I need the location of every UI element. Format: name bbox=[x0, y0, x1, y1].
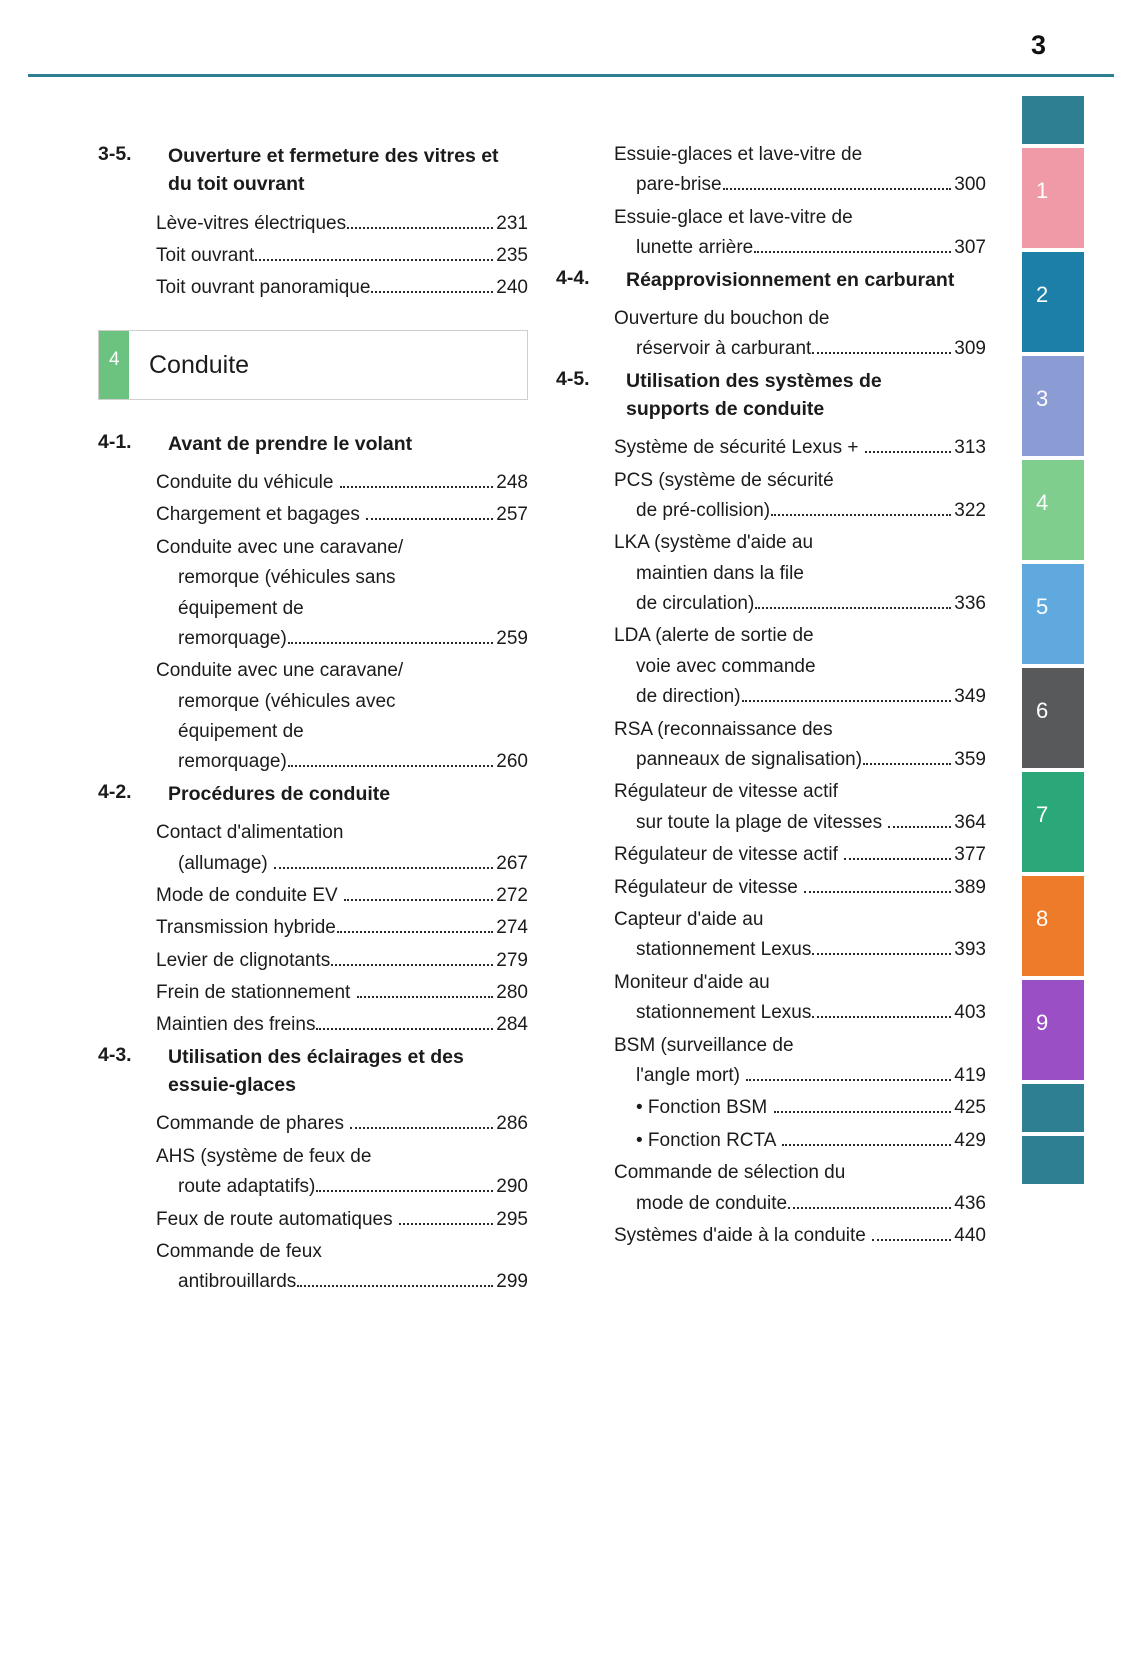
toc-entry-title: Feux de route automatiques bbox=[156, 1208, 398, 1230]
toc-entry-line: Essuie-glaces et lave-vitre de bbox=[614, 144, 863, 165]
page-number: 3 bbox=[1030, 30, 1046, 60]
side-tab-4[interactable] bbox=[1022, 460, 1084, 560]
toc-entry-line: équipement de bbox=[178, 721, 304, 743]
toc-entry-line: LKA (système d'aide au bbox=[614, 532, 814, 554]
toc-entry[interactable] bbox=[156, 241, 528, 271]
toc-section-title: Utilisation des systèmes de supports de conduite bbox=[626, 369, 882, 420]
toc-entry[interactable] bbox=[156, 818, 528, 879]
toc-entry[interactable] bbox=[614, 1221, 986, 1251]
toc-entry-line: BSM (surveillance de bbox=[614, 1034, 794, 1056]
toc-section-heading[interactable] bbox=[556, 266, 986, 294]
toc-entry-page: 295 bbox=[496, 1208, 528, 1230]
toc-entry[interactable] bbox=[156, 500, 528, 530]
toc-section-heading[interactable] bbox=[98, 430, 528, 458]
toc-leader-dots bbox=[316, 1190, 493, 1192]
side-tab-label: 4 bbox=[1036, 490, 1049, 515]
toc-entry-page: 389 bbox=[954, 876, 986, 898]
toc-entry-last-line bbox=[156, 273, 528, 303]
toc-entry-title: • Fonction BSM bbox=[636, 1097, 773, 1119]
side-tab-label: 7 bbox=[1036, 802, 1049, 827]
toc-entry-title: Mode de conduite EV bbox=[156, 884, 343, 906]
toc-leader-dots bbox=[274, 867, 493, 869]
toc-entry-title: Système de sécurité Lexus + bbox=[614, 437, 864, 459]
toc-entry-title: Transmission hybride bbox=[156, 917, 336, 939]
toc-column-right bbox=[556, 140, 986, 1253]
toc-leader-dots bbox=[755, 607, 951, 609]
toc-entry-last-line bbox=[156, 913, 528, 943]
toc-entry[interactable] bbox=[614, 1158, 986, 1219]
toc-entry[interactable] bbox=[614, 203, 986, 264]
toc-entry-page: 235 bbox=[496, 244, 528, 266]
toc-section-heading[interactable] bbox=[98, 780, 528, 808]
toc-entry-last-line bbox=[156, 624, 528, 654]
toc-leader-dots bbox=[863, 763, 951, 765]
toc-leader-dots bbox=[337, 931, 493, 933]
toc-entry-page: 313 bbox=[954, 437, 986, 459]
toc-section-number: 3-5. bbox=[98, 143, 132, 165]
toc-section-number: 4-5. bbox=[556, 367, 590, 390]
toc-leader-dots bbox=[812, 352, 951, 354]
toc-section-heading[interactable] bbox=[98, 1043, 528, 1100]
toc-leader-dots bbox=[788, 1207, 951, 1209]
toc-section-heading[interactable] bbox=[98, 142, 528, 199]
toc-leader-dots bbox=[399, 1223, 493, 1225]
toc-entry-title: stationnement Lexus bbox=[636, 939, 812, 961]
toc-leader-dots bbox=[804, 891, 951, 893]
toc-entry-page: 286 bbox=[496, 1113, 528, 1135]
toc-entry[interactable] bbox=[614, 528, 986, 619]
toc-entry-last-line bbox=[156, 946, 528, 976]
toc-entry-last-line bbox=[156, 881, 528, 911]
toc-leader-dots bbox=[746, 1079, 951, 1081]
toc-entry[interactable] bbox=[614, 905, 986, 966]
side-tab-1[interactable] bbox=[1022, 148, 1084, 248]
side-tab-blank-0[interactable] bbox=[1022, 96, 1084, 144]
side-tab-strip bbox=[1022, 96, 1084, 1188]
toc-entry-last-line bbox=[614, 1061, 986, 1091]
toc-section-title: Réapprovisionnement en carburant bbox=[626, 268, 955, 291]
side-tab-label: 1 bbox=[1036, 178, 1049, 203]
toc-entry-page: 257 bbox=[496, 504, 528, 526]
toc-entry-title: Régulateur de vitesse bbox=[614, 876, 804, 898]
toc-entry[interactable] bbox=[156, 468, 528, 498]
toc-entry-title: Frein de stationnement bbox=[156, 982, 356, 1004]
toc-leader-dots bbox=[331, 964, 493, 966]
toc-leader-dots bbox=[723, 188, 952, 190]
toc-entry-page: 436 bbox=[954, 1192, 986, 1214]
toc-leader-dots bbox=[865, 451, 952, 453]
toc-leader-dots bbox=[812, 953, 951, 955]
toc-entry[interactable] bbox=[156, 1010, 528, 1040]
toc-entry-last-line bbox=[156, 500, 528, 530]
toc-entry-title: remorquage) bbox=[178, 627, 287, 649]
side-tab-label: 8 bbox=[1036, 906, 1049, 931]
side-tab-8[interactable] bbox=[1022, 876, 1084, 976]
toc-leader-dots bbox=[340, 486, 494, 488]
toc-entry-last-line bbox=[614, 808, 986, 838]
toc-entry-line: Contact d'alimentation bbox=[156, 822, 344, 844]
toc-entry[interactable] bbox=[156, 881, 528, 911]
toc-leader-dots bbox=[350, 1127, 493, 1129]
toc-entry-line: AHS (système de feux de bbox=[156, 1145, 372, 1167]
toc-entry[interactable] bbox=[156, 913, 528, 943]
toc-entry-title: Systèmes d'aide à la conduite bbox=[614, 1224, 872, 1246]
toc-entry-page: 359 bbox=[954, 749, 986, 771]
toc-section-title: Ouverture et fermeture des vitres et du toit ouvrant bbox=[168, 145, 499, 196]
toc-entry[interactable] bbox=[614, 304, 986, 365]
chapter-number: 4 bbox=[109, 348, 120, 370]
toc-entry-last-line bbox=[636, 1093, 986, 1123]
toc-entry-line: Moniteur d'aide au bbox=[614, 971, 770, 993]
toc-entry[interactable] bbox=[156, 533, 528, 655]
toc-entry[interactable] bbox=[614, 968, 986, 1029]
toc-entry[interactable] bbox=[156, 1109, 528, 1139]
toc-entry-last-line bbox=[614, 496, 986, 526]
toc-entry-last-line bbox=[156, 241, 528, 271]
side-tab-label: 9 bbox=[1036, 1010, 1049, 1035]
toc-entry-page: 248 bbox=[496, 471, 528, 493]
toc-entry-last-line bbox=[636, 1126, 986, 1156]
toc-entry-page: 336 bbox=[954, 593, 986, 615]
toc-leader-dots bbox=[371, 291, 493, 293]
toc-entry[interactable] bbox=[156, 1237, 528, 1298]
chapter-number-badge bbox=[99, 331, 129, 399]
side-tab-label: 6 bbox=[1036, 698, 1049, 723]
toc-entry-page: 349 bbox=[954, 686, 986, 708]
toc-entry-line: RSA (reconnaissance des bbox=[614, 718, 833, 740]
toc-entry-title: l'angle mort) bbox=[636, 1064, 746, 1086]
toc-entry-last-line bbox=[156, 1010, 528, 1040]
toc-section-number: 4-4. bbox=[556, 266, 590, 289]
toc-column-left bbox=[98, 140, 528, 1300]
toc-entry-page: 259 bbox=[496, 627, 528, 649]
toc-entry-title: Toit ouvrant panoramique bbox=[156, 277, 371, 299]
toc-entry[interactable] bbox=[614, 621, 986, 712]
toc-leader-dots bbox=[812, 1016, 951, 1018]
toc-entry-page: 272 bbox=[496, 884, 528, 906]
side-tab-blank-10[interactable] bbox=[1022, 1084, 1084, 1132]
toc-entry-line: équipement de bbox=[178, 597, 304, 619]
toc-entry-title: Régulateur de vitesse actif bbox=[614, 844, 844, 866]
toc-entry-title: (allumage) bbox=[178, 852, 274, 874]
toc-leader-dots bbox=[344, 899, 493, 901]
toc-entry-line: Régulateur de vitesse actif bbox=[614, 781, 838, 803]
toc-entry[interactable] bbox=[614, 777, 986, 838]
toc-leader-dots bbox=[297, 1285, 493, 1287]
toc-entry[interactable] bbox=[614, 1031, 986, 1092]
toc-leader-dots bbox=[347, 227, 493, 229]
toc-entry[interactable] bbox=[614, 840, 986, 870]
toc-entry-title: sur toute la plage de vitesses bbox=[636, 811, 888, 833]
toc-entry-title: Lève-vitres électriques bbox=[156, 212, 347, 234]
toc-entry-page: 425 bbox=[954, 1097, 986, 1119]
toc-entry-title: Levier de clignotants bbox=[156, 949, 331, 971]
side-tab-label: 2 bbox=[1036, 282, 1049, 307]
toc-entry-last-line bbox=[614, 1221, 986, 1251]
toc-leader-dots bbox=[774, 1111, 952, 1113]
toc-entry-last-line bbox=[614, 935, 986, 965]
toc-entry-line: remorque (véhicules avec bbox=[178, 690, 396, 712]
toc-columns bbox=[0, 140, 1030, 1440]
header-rule bbox=[28, 74, 1114, 77]
toc-entry-page: 260 bbox=[496, 751, 528, 773]
toc-entry-line: Commande de feux bbox=[156, 1240, 322, 1262]
toc-entry-page: 290 bbox=[496, 1176, 528, 1198]
toc-entry-page: 284 bbox=[496, 1014, 528, 1036]
toc-entry-title: stationnement Lexus bbox=[636, 1002, 812, 1024]
toc-entry[interactable] bbox=[614, 433, 986, 463]
toc-entry-line: maintien dans la file bbox=[636, 562, 804, 584]
toc-entry-line: voie avec commande bbox=[636, 655, 816, 677]
toc-entry-line: PCS (système de sécurité bbox=[614, 469, 834, 491]
toc-section-number: 4-3. bbox=[98, 1043, 132, 1066]
toc-entry-page: 267 bbox=[496, 852, 528, 874]
toc-entry-last-line bbox=[156, 978, 528, 1008]
toc-entry-line: Conduite avec une caravane/ bbox=[156, 536, 404, 558]
toc-entry[interactable] bbox=[156, 656, 528, 778]
toc-entry-line: Conduite avec une caravane/ bbox=[156, 660, 404, 682]
chapter-title: Conduite bbox=[149, 350, 250, 379]
toc-entry-line: Ouverture du bouchon de bbox=[614, 307, 830, 329]
toc-entry-last-line bbox=[614, 433, 986, 463]
toc-entry-last-line bbox=[614, 1189, 986, 1219]
toc-entry-title: Toit ouvrant bbox=[156, 244, 255, 266]
toc-entry-last-line bbox=[614, 682, 986, 712]
toc-entry-line: Commande de sélection du bbox=[614, 1162, 846, 1184]
toc-entry[interactable] bbox=[636, 1126, 986, 1156]
toc-entry-title: pare-brise bbox=[636, 174, 722, 196]
toc-leader-dots bbox=[844, 858, 951, 860]
side-tab-blank-11[interactable] bbox=[1022, 1136, 1084, 1184]
toc-entry-title: de circulation) bbox=[636, 593, 755, 615]
toc-entry[interactable] bbox=[156, 273, 528, 303]
toc-entry[interactable] bbox=[156, 1205, 528, 1235]
toc-entry[interactable] bbox=[614, 466, 986, 527]
toc-leader-dots bbox=[754, 251, 951, 253]
side-tab-label: 3 bbox=[1036, 386, 1049, 411]
toc-section-number: 4-2. bbox=[98, 780, 132, 803]
toc-entry-title: mode de conduite bbox=[636, 1192, 788, 1214]
toc-entry-title: antibrouillards bbox=[178, 1271, 297, 1293]
toc-entry-title: Maintien des freins bbox=[156, 1014, 316, 1036]
toc-entry-page: 300 bbox=[954, 174, 986, 196]
toc-leader-dots bbox=[316, 1028, 493, 1030]
toc-entry-last-line bbox=[614, 998, 986, 1028]
chapter-banner[interactable] bbox=[98, 330, 528, 400]
toc-entry-page: 231 bbox=[496, 212, 528, 234]
side-tab-5[interactable] bbox=[1022, 564, 1084, 664]
toc-entry-page: 322 bbox=[954, 499, 986, 521]
toc-entry-page: 279 bbox=[496, 949, 528, 971]
toc-entry-title: de pré-collision) bbox=[636, 499, 771, 521]
toc-entry[interactable] bbox=[156, 978, 528, 1008]
toc-entry-last-line bbox=[614, 840, 986, 870]
toc-entry-line: LDA (alerte de sortie de bbox=[614, 625, 814, 647]
toc-entry-last-line bbox=[614, 589, 986, 619]
toc-entry-title: Commande de phares bbox=[156, 1113, 350, 1135]
toc-entry-line: Essuie-glace et lave-vitre de bbox=[614, 206, 853, 228]
toc-entry[interactable] bbox=[636, 1093, 986, 1123]
toc-entry-last-line bbox=[156, 849, 528, 879]
toc-entry-page: 393 bbox=[954, 939, 986, 961]
toc-entry-last-line bbox=[156, 1109, 528, 1139]
toc-leader-dots bbox=[366, 518, 493, 520]
toc-entry-last-line bbox=[156, 209, 528, 239]
toc-entry[interactable] bbox=[156, 946, 528, 976]
toc-entry-last-line bbox=[614, 745, 986, 775]
toc-section-number: 4-1. bbox=[98, 430, 132, 453]
toc-entry-title: de direction) bbox=[636, 686, 741, 708]
toc-entry-line: Capteur d'aide au bbox=[614, 909, 764, 930]
side-tab-3[interactable] bbox=[1022, 356, 1084, 456]
toc-leader-dots bbox=[771, 514, 951, 516]
toc-section-title: Avant de prendre le volant bbox=[168, 432, 413, 455]
toc-entry-title: • Fonction RCTA bbox=[636, 1129, 781, 1151]
toc-section-title: Procédures de conduite bbox=[168, 782, 391, 805]
toc-entry-page: 419 bbox=[954, 1064, 986, 1086]
toc-entry-last-line bbox=[614, 334, 986, 364]
toc-section-title: Utilisation des éclairages et des essuie-glaces bbox=[168, 1045, 464, 1097]
toc-entry-page: 280 bbox=[496, 982, 528, 1004]
toc-leader-dots bbox=[742, 700, 952, 702]
toc-entry-last-line bbox=[614, 873, 986, 903]
toc-entry-title: panneaux de signalisation) bbox=[636, 749, 863, 771]
toc-entry[interactable] bbox=[614, 140, 986, 201]
toc-leader-dots bbox=[357, 996, 494, 998]
toc-entry-title: Chargement et bagages bbox=[156, 504, 366, 526]
toc-entry-page: 299 bbox=[496, 1271, 528, 1293]
side-tab-2[interactable] bbox=[1022, 252, 1084, 352]
toc-entry-last-line bbox=[614, 233, 986, 263]
toc-entry[interactable] bbox=[156, 1142, 528, 1203]
toc-entry-last-line bbox=[156, 468, 528, 498]
side-tab-9[interactable] bbox=[1022, 980, 1084, 1080]
toc-entry-page: 440 bbox=[954, 1224, 986, 1246]
toc-entry[interactable] bbox=[614, 715, 986, 776]
toc-entry-title: Conduite du véhicule bbox=[156, 471, 339, 493]
toc-leader-dots bbox=[782, 1144, 952, 1146]
side-tab-7[interactable] bbox=[1022, 772, 1084, 872]
toc-entry-last-line bbox=[614, 170, 986, 200]
toc-leader-dots bbox=[255, 259, 493, 261]
toc-entry-title: route adaptatifs) bbox=[178, 1176, 316, 1198]
toc-entry-title: réservoir à carburant bbox=[636, 338, 812, 360]
side-tab-label: 5 bbox=[1036, 594, 1049, 619]
toc-entry-page: 309 bbox=[954, 338, 986, 360]
toc-leader-dots bbox=[288, 765, 494, 767]
toc-entry-page: 377 bbox=[954, 844, 986, 866]
toc-entry-title: lunette arrière bbox=[636, 237, 754, 259]
toc-entry-title: remorquage) bbox=[178, 751, 287, 773]
toc-entry-page: 240 bbox=[496, 277, 528, 299]
side-tab-6[interactable] bbox=[1022, 668, 1084, 768]
toc-entry-line: remorque (véhicules sans bbox=[178, 567, 396, 589]
toc-entry-page: 274 bbox=[496, 917, 528, 939]
toc-entry[interactable] bbox=[614, 873, 986, 903]
toc-entry-last-line bbox=[156, 747, 528, 777]
toc-entry-last-line bbox=[156, 1267, 528, 1297]
toc-entry[interactable] bbox=[156, 209, 528, 239]
toc-entry-page: 429 bbox=[954, 1129, 986, 1151]
toc-entry-last-line bbox=[156, 1172, 528, 1202]
toc-leader-dots bbox=[288, 642, 494, 644]
toc-section-heading[interactable] bbox=[556, 367, 986, 424]
toc-leader-dots bbox=[888, 826, 951, 828]
toc-entry-last-line bbox=[156, 1205, 528, 1235]
toc-leader-dots bbox=[872, 1239, 951, 1241]
toc-entry-page: 307 bbox=[954, 237, 986, 259]
toc-entry-page: 403 bbox=[954, 1002, 986, 1024]
toc-entry-page: 364 bbox=[954, 811, 986, 833]
